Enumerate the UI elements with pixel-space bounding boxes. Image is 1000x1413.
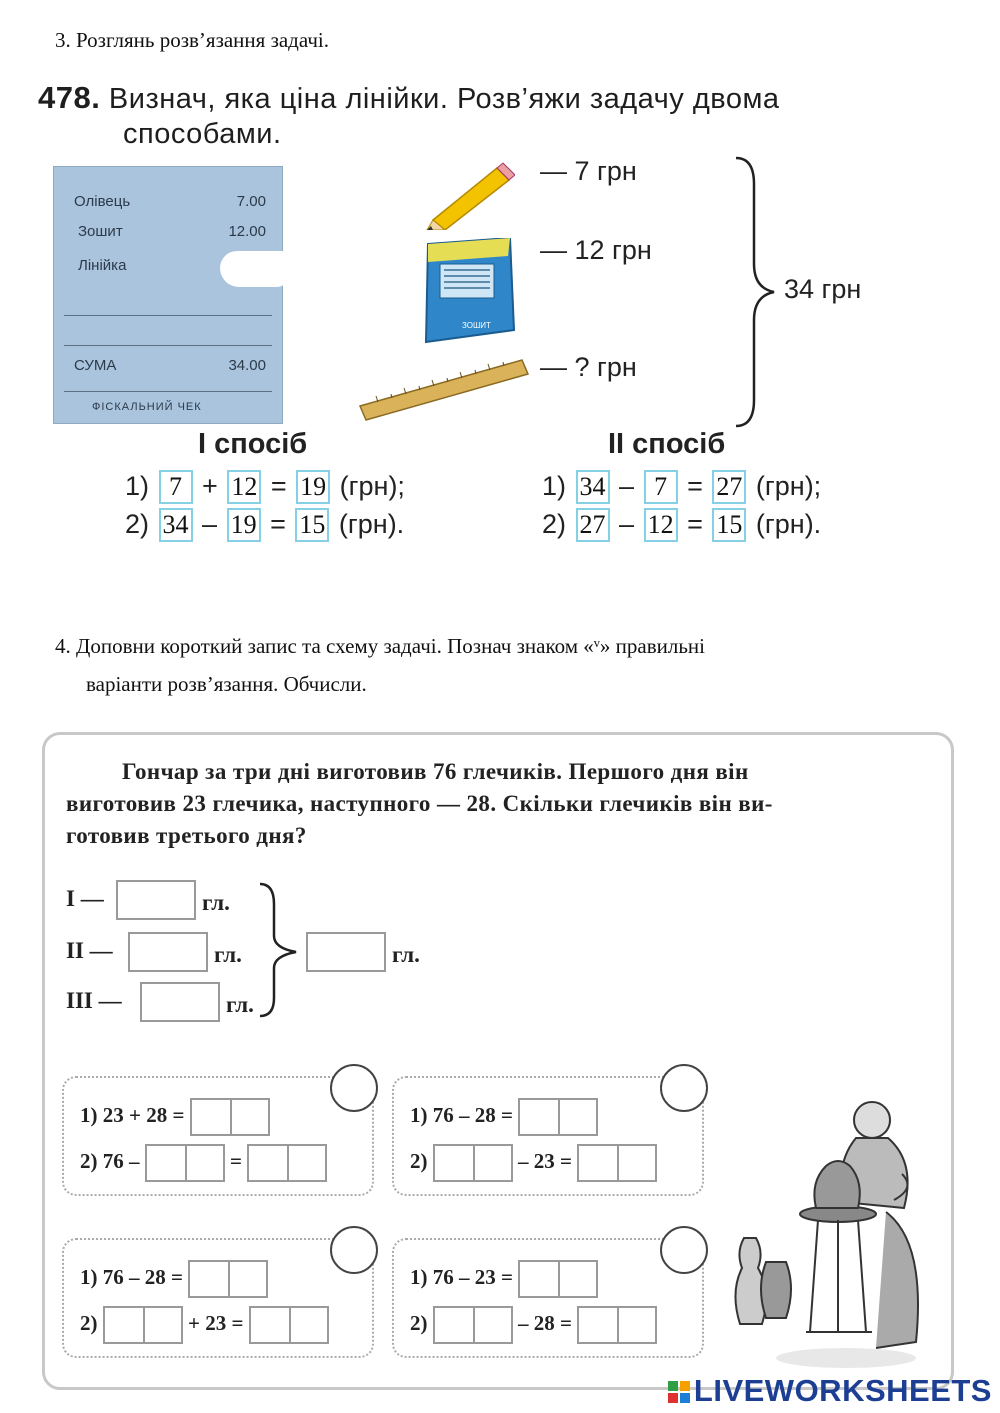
scheme-input-total[interactable] — [306, 932, 386, 972]
answer-box[interactable]: 34 — [576, 470, 610, 504]
scheme-row3-label: III — — [66, 988, 122, 1013]
scheme-row2-label: II — — [66, 938, 113, 963]
scheme-total-unit: гл. — [392, 942, 420, 967]
receipt-blot — [220, 251, 290, 287]
scheme-input-day3[interactable] — [140, 982, 220, 1022]
checkmark-circle[interactable] — [660, 1226, 708, 1274]
solution-option-1: 1) 23 + 28 = 2) 76 – = — [62, 1076, 374, 1196]
logo-mark-icon — [668, 1375, 690, 1397]
receipt-item-label: Зошит — [78, 223, 123, 240]
task4-heading-line2: варіанти розв’язання. Обчисли. — [86, 672, 367, 696]
receipt-divider — [64, 315, 272, 316]
checkmark-circle[interactable] — [330, 1064, 378, 1112]
curly-brace-icon — [730, 156, 780, 428]
potter-illustration — [726, 1092, 940, 1374]
answer-box[interactable]: 34 — [159, 508, 193, 542]
answer-cells[interactable] — [249, 1306, 329, 1344]
scheme-brace-icon — [256, 880, 306, 1020]
problem-478-line1 — [38, 80, 780, 116]
method1-title: I спосіб — [198, 428, 308, 460]
notebook-cover-text: ЗОШИТ — [462, 321, 491, 330]
method1-step1: 1) 7 + 12 = 19 (грн); — [125, 470, 405, 504]
answer-box[interactable]: 12 — [227, 470, 261, 504]
problem-text-1: Визнач, яка ціна лінійки. Розв’яжи задачу двома — [108, 83, 780, 115]
problem-line2: виготовив 23 глечика, наступного — 28. Скільки глечиків він ви- — [66, 791, 773, 816]
answer-box[interactable]: 27 — [576, 508, 610, 542]
receipt-sum-value: 34.00 — [228, 357, 266, 374]
problem-line1: Гончар за три дні виготовив 76 глечиків. Першого дня він — [122, 759, 749, 784]
problem-line3: готовив третього дня? — [66, 823, 307, 848]
answer-cells[interactable] — [188, 1260, 268, 1298]
receipt-divider — [64, 391, 272, 392]
problem-number: 478. — [38, 80, 101, 115]
solution-option-3: 1) 76 – 28 = 2) + 23 = — [62, 1238, 374, 1358]
answer-box[interactable]: 27 — [712, 470, 746, 504]
answer-cells[interactable] — [577, 1306, 657, 1344]
task3-heading: 3. Розглянь розв’язання задачі. — [55, 28, 329, 52]
answer-cells[interactable] — [103, 1306, 183, 1344]
task4-heading-line1: 4. Доповни короткий запис та схему задачі. Познач знаком «ᵛ» правильні — [55, 634, 706, 658]
pencil-icon — [425, 158, 515, 230]
solution-option-4: 1) 76 – 23 = 2) – 28 = — [392, 1238, 704, 1358]
method2-step1: 1) 34 – 7 = 27 (грн); — [542, 470, 821, 504]
answer-box[interactable]: 7 — [644, 470, 678, 504]
answer-box[interactable]: 19 — [296, 470, 330, 504]
answer-cells[interactable] — [433, 1306, 513, 1344]
answer-cells[interactable] — [518, 1098, 598, 1136]
answer-cells[interactable] — [577, 1144, 657, 1182]
ruler-icon — [358, 356, 530, 422]
method2-step2: 2) 27 – 12 = 15 (грн). — [542, 508, 821, 542]
answer-box[interactable]: 15 — [712, 508, 746, 542]
scheme-unit: гл. — [226, 992, 254, 1017]
answer-box[interactable]: 15 — [295, 508, 329, 542]
receipt-item-value: 12.00 — [228, 223, 266, 240]
solution-option-2: 1) 76 – 28 = 2) – 23 = — [392, 1076, 704, 1196]
receipt-item-value: 7.00 — [236, 193, 266, 210]
price-notebook: — 12 грн — [540, 235, 652, 265]
receipt-footer: ФІСКАЛЬНИЙ ЧЕК — [92, 401, 202, 413]
receipt-sum-label: СУМА — [74, 357, 117, 374]
scheme-unit: гл. — [214, 942, 242, 967]
method1-step2: 2) 34 – 19 = 15 (грн). — [125, 508, 404, 542]
receipt — [53, 166, 283, 424]
scheme-input-day2[interactable] — [128, 932, 208, 972]
price-ruler: — ? грн — [540, 352, 637, 382]
answer-cells[interactable] — [247, 1144, 327, 1182]
receipt-item-label: Олівець — [74, 193, 131, 210]
answer-box[interactable]: 12 — [644, 508, 678, 542]
scheme-unit: гл. — [202, 890, 230, 915]
checkmark-circle[interactable] — [330, 1226, 378, 1274]
method2-title: II спосіб — [608, 428, 726, 460]
checkmark-circle[interactable] — [660, 1064, 708, 1112]
scheme-input-day1[interactable] — [116, 880, 196, 920]
answer-cells[interactable] — [518, 1260, 598, 1298]
notebook-icon — [418, 238, 518, 344]
problem-478-line2: способами. — [123, 118, 282, 150]
receipt-item-label: Лінійка — [78, 257, 127, 274]
answer-cells[interactable] — [433, 1144, 513, 1182]
scheme-row1-label: I — — [66, 886, 104, 911]
answer-cells[interactable] — [145, 1144, 225, 1182]
price-total: 34 грн — [784, 274, 862, 304]
logo-text: LIVEWORKSHEETS — [693, 1373, 992, 1408]
receipt-divider — [64, 345, 272, 346]
price-pencil: — 7 грн — [540, 156, 637, 186]
liveworksheets-logo — [668, 1373, 992, 1409]
answer-cells[interactable] — [190, 1098, 270, 1136]
answer-box[interactable]: 19 — [227, 508, 261, 542]
answer-box[interactable]: 7 — [159, 470, 193, 504]
